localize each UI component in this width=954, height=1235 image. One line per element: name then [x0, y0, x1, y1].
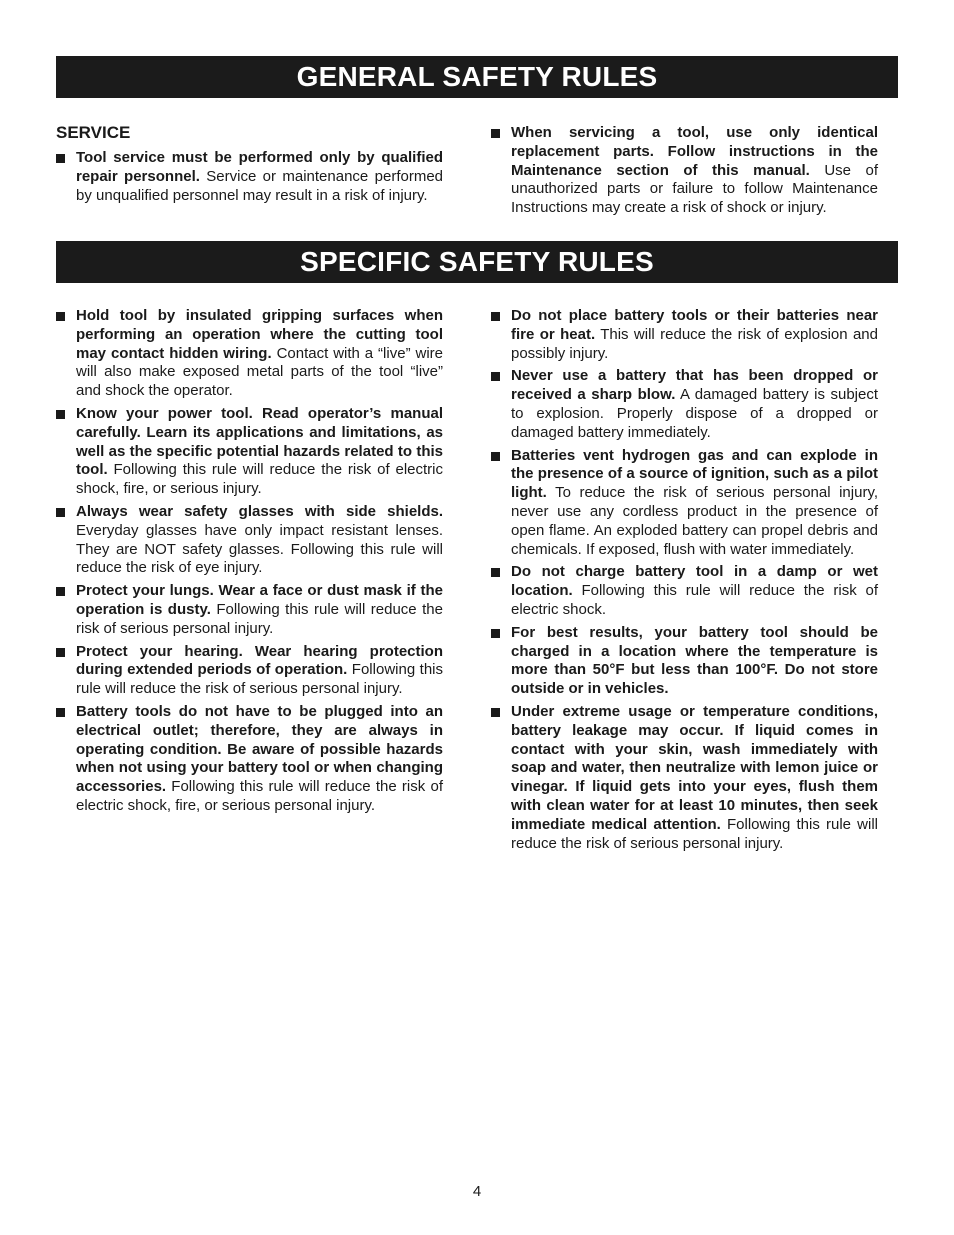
rule-text: Following this rule will reduce the risk of serious personal injury. — [76, 600, 443, 637]
rule-item — [56, 503, 443, 578]
rule-bold-text: Never use a battery that has been dropped or received a sharp blow. — [511, 367, 878, 404]
rule-bold-text: Protect your lungs. Wear a face or dust mask if the operation is dusty. — [76, 582, 443, 618]
general-safety-rules-banner — [56, 56, 898, 98]
rule-text: Contact with a “live” wire will also make exposed metal parts of the tool “live” and shock the operator. — [76, 344, 443, 400]
square-bullet-icon — [491, 452, 500, 461]
specific-left-list — [56, 307, 443, 816]
rule-text: Service or maintenance performed by unqualified personnel may result in a risk of injury. — [76, 167, 444, 204]
square-bullet-icon — [56, 648, 65, 657]
rule-bold-text: Battery tools do not have to be plugged into an electrical outlet; therefore, they are always in operating condition. Be aware of possible hazards when not using your battery tool or when changing accessories. — [76, 702, 443, 796]
rule-text: This will reduce the risk of explosion and possibly injury. — [511, 325, 878, 362]
rule-item — [56, 405, 443, 499]
service-left-column — [56, 123, 443, 209]
rule-item — [491, 124, 878, 218]
service-heading: SERVICE — [56, 123, 131, 142]
rule-text: Following this rule will reduce the risk of electric shock, fire, or serious personal injury. — [76, 778, 443, 814]
square-bullet-icon — [56, 587, 65, 596]
rule-bold-text: Tool service must be performed only by qualified repair personnel. — [76, 149, 443, 185]
rule-item — [491, 703, 878, 853]
service-left-list — [56, 149, 443, 205]
square-bullet-icon — [56, 154, 65, 163]
rule-bold-text: When servicing a tool, use only identical replacement parts. Follow instructions in the Maintenance section of this manual. — [511, 124, 878, 179]
rule-item — [491, 367, 878, 442]
square-bullet-icon — [56, 708, 65, 717]
rule-item — [56, 149, 443, 205]
square-bullet-icon — [491, 129, 500, 138]
rule-item — [56, 643, 443, 699]
square-bullet-icon — [491, 312, 500, 321]
rule-bold-text: Batteries vent hydrogen gas and can explode in the presence of a source of ignition, such as a pilot light. — [511, 446, 878, 502]
square-bullet-icon — [56, 508, 65, 517]
rule-item — [491, 307, 878, 363]
rule-item — [491, 563, 878, 619]
specific-left-column — [56, 307, 443, 820]
square-bullet-icon — [491, 372, 500, 381]
rule-bold-text: Know your power tool. Read operator’s manual carefully. Learn its applications and limitations, as well as the specific potential hazards related to this tool. — [76, 404, 443, 479]
square-bullet-icon — [491, 708, 500, 717]
rule-bold-text: Do not place battery tools or their batteries near fire or heat. — [511, 307, 878, 343]
rule-text: Everyday glasses have only impact resistant lenses. They are NOT safety glasses. Following this rule will reduce the risk of eye injury. — [76, 521, 443, 577]
square-bullet-icon — [491, 629, 500, 638]
rule-bold-text: For best results, your battery tool should be charged in a location where the temperature is more than 50°F but less than 100°F. Do not store outside or in vehicles. — [511, 623, 878, 698]
general-safety-rules-title: GENERAL SAFETY RULES — [296, 61, 658, 92]
page-number: 4 — [472, 1183, 482, 1200]
rule-text: Following this rule will reduce the risk of electric shock, fire, or serious injury. — [76, 461, 443, 498]
service-right-list — [491, 124, 878, 218]
rule-text: A damaged battery is subject to explosion. Properly dispose of a dropped or damaged battery immediately. — [511, 386, 879, 441]
service-right-column — [491, 124, 878, 222]
rule-text: Following this rule will reduce the risk of serious personal injury. — [511, 815, 879, 852]
specific-safety-rules-title: SPECIFIC SAFETY RULES — [300, 246, 654, 277]
rule-text: Following this rule will reduce the risk of serious personal injury. — [76, 661, 443, 698]
rule-bold-text: Under extreme usage or temperature conditions, battery leakage may occur. If liquid comes in contact with your skin, wash immediately with soap and water, then neutralize with lemon juice or vinegar. If liquid gets into your eyes, flush them with clean water for at least 10 minutes, then seek immediate medical attention. — [511, 702, 878, 833]
rule-item — [491, 447, 878, 560]
rule-text: To reduce the risk of serious personal injury, never use any cordless product in the presence of open flame. An exploded battery can propel debris and chemicals. If exposed, flush with water immediately. — [511, 484, 878, 558]
square-bullet-icon — [56, 312, 65, 321]
square-bullet-icon — [491, 568, 500, 577]
rule-item — [491, 624, 878, 699]
rule-text: Following this rule will reduce the risk of electric shock. — [511, 582, 878, 618]
rule-item — [56, 703, 443, 816]
square-bullet-icon — [56, 410, 65, 419]
rule-item — [56, 307, 443, 401]
rule-item — [56, 582, 443, 638]
rule-bold-text: Always wear safety glasses with side shields. — [76, 502, 443, 520]
rule-bold-text: Do not charge battery tool in a damp or wet location. — [511, 563, 878, 600]
specific-safety-rules-banner — [56, 241, 898, 283]
specific-right-column — [491, 307, 878, 857]
rule-bold-text: Hold tool by insulated gripping surfaces when performing an operation where the cutting tool may contact hidden wiring. — [76, 307, 443, 362]
rule-text: Use of unauthorized parts or failure to follow Maintenance Instructions may create a risk of shock or injury. — [511, 161, 878, 217]
rule-bold-text: Protect your hearing. Wear hearing protection during extended periods of operation. — [76, 642, 443, 679]
specific-right-list — [491, 307, 878, 853]
